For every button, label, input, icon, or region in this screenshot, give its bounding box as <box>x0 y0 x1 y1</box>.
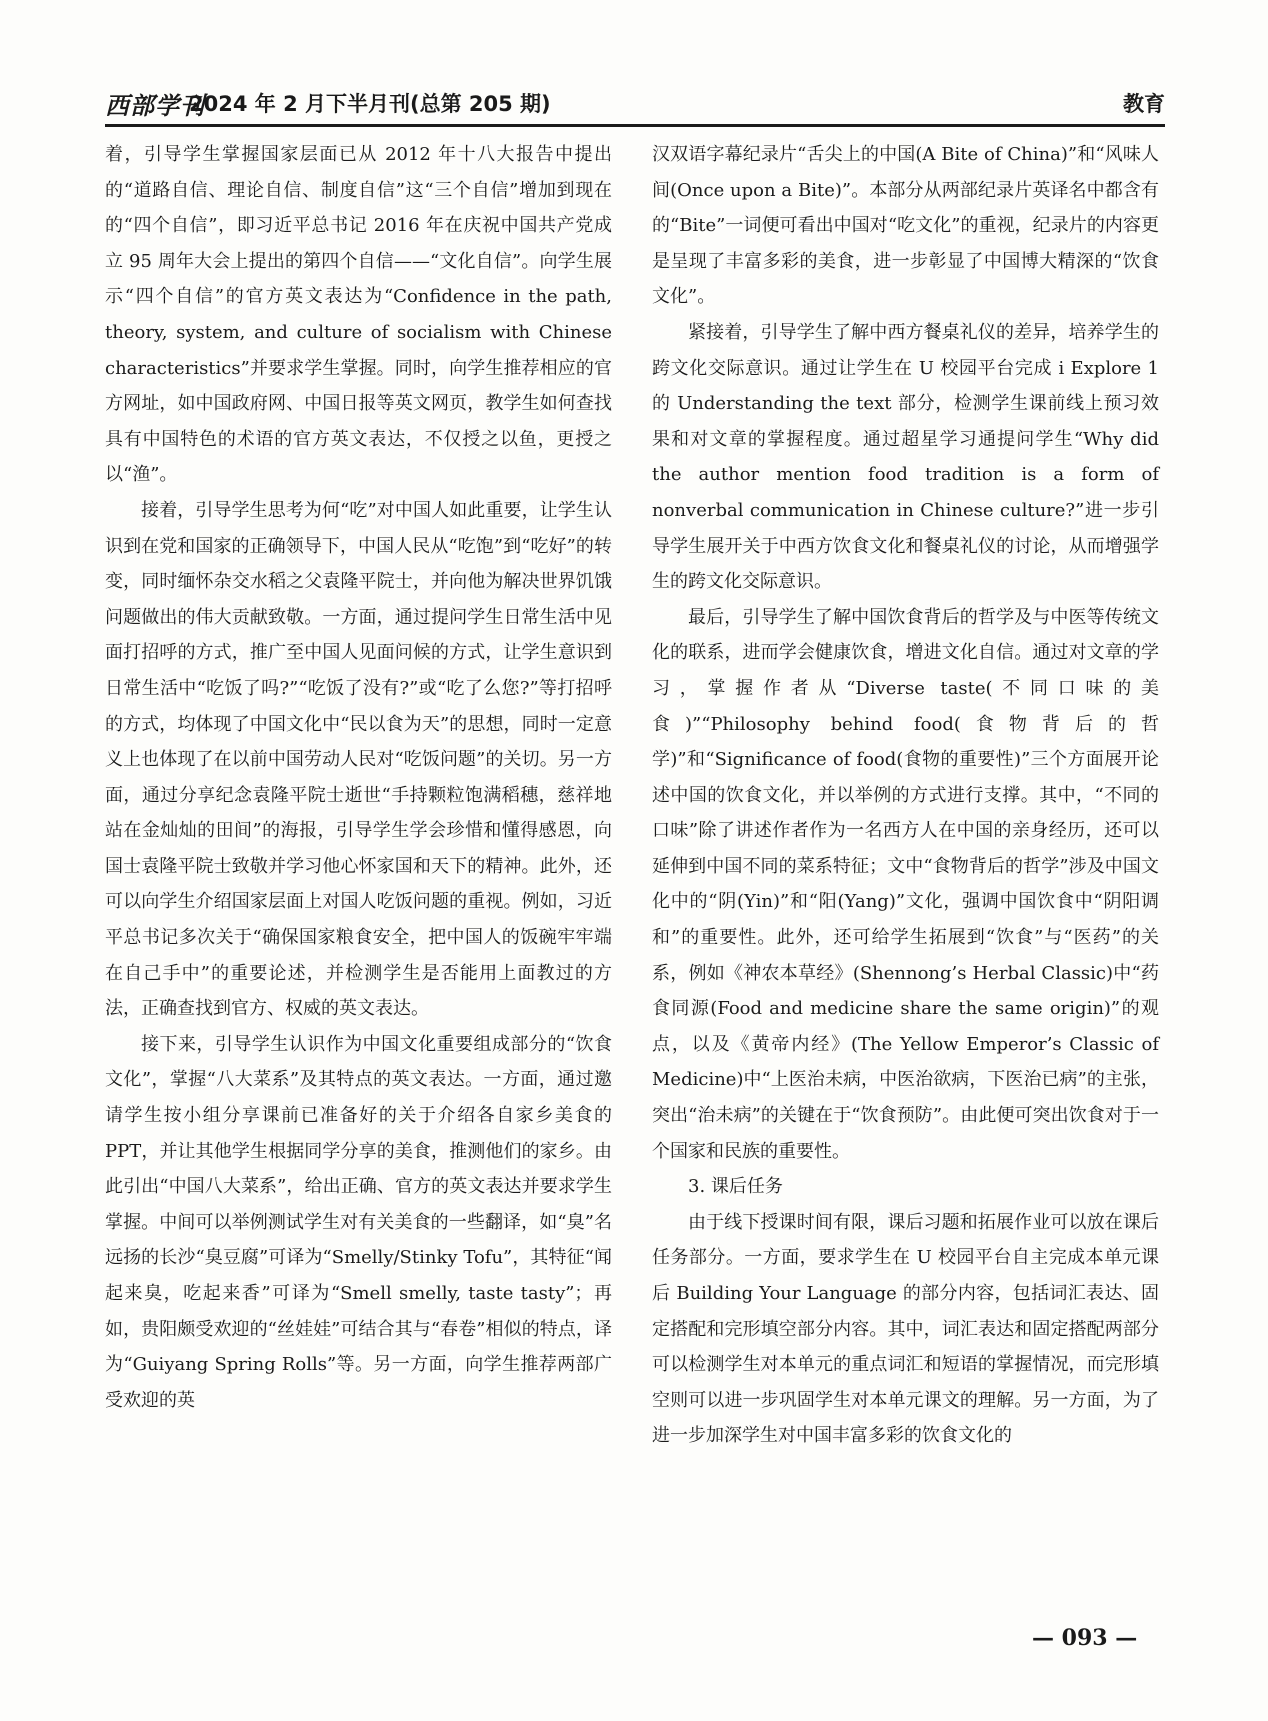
paragraph: 接下来，引导学生认识作为中国文化重要组成部分的“饮食文化”，掌握“八大菜系”及其特点的英文表达。一方面，通过邀请学生按小组分享课前已准备好的关于介绍各自家乡美食的 PPT，并让其他学生根据同学分享的美食，推测他们的家乡。由此引出“中国八大菜系”，给出正确、官方的英文表达并要求学生掌握。中间可以举例测试学生对有关美食的一些翻译，如“臭”名远扬的长沙“臭豆腐”可译为“Smelly/Stinky Tofu”，其特征“闻起来臭，吃起来香”可译为“Smell smelly, taste tasty”；再如，贵阳颇受欢迎的“丝娃娃”可结合其与“春卷”相似的特点，译为“Guiyang Spring Rolls”等。另一方面，向学生推荐两部广受欢迎的英 <box>105 1033 612 1411</box>
section-label: 教育 <box>1123 92 1165 116</box>
journal-logo: 西部学刊 <box>105 91 205 120</box>
right-column <box>652 137 1159 1454</box>
paragraph: 汉双语字幕纪录片“舌尖上的中国(A Bite of China)”和“风味人间(Once upon a Bite)”。本部分从两部纪录片英译名中都含有的“Bite”一词便可看出中国对“吃文化”的重视，纪录片的内容更是呈现了丰富多彩的美食，进一步彰显了中国博大精深的“饮食文化”。 <box>652 144 1159 308</box>
paragraph: 由于线下授课时间有限，课后习题和拓展作业可以放在课后任务部分。一方面，要求学生在 U 校园平台自主完成本单元课后 Building Your Language 的部分内容，包括词汇表达、固定搭配和完形填空部分内容。其中，词汇表达和固定搭配两部分可以检测学生对本单元的重点词汇和短语的掌握情况，而完形填空则可以进一步巩固学生对本单元课文的理解。另一方面，为了进一步加深学生对中国丰富多彩的饮食文化的 <box>652 1211 1159 1447</box>
header-rule <box>105 124 1165 127</box>
page-number: — 093 — <box>1032 1625 1138 1651</box>
page-header <box>105 86 1165 120</box>
paragraph: 紧接着，引导学生了解中西方餐桌礼仪的差异，培养学生的跨文化交际意识。通过让学生在 U 校园平台完成 i Explore 1 的 Understanding the text 部分，检测学生课前线上预习效果和对文章的掌握程度。通过超星学习通提问学生“Why did the author mention food tradition is a form of nonverbal communication in Chinese culture?”进一步引导学生展开关于中西方饮食文化和餐桌礼仪的讨论，从而增强学生的跨文化交际意识。 <box>652 321 1159 593</box>
paragraph: 最后，引导学生了解中国饮食背后的哲学及与中医等传统文化的联系，进而学会健康饮食，增进文化自信。通过对文章的学习，掌握作者从“Diverse taste(不同口味的美食)”“Philosophy behind food(食物背后的哲学)”和“Significance of food(食物的重要性)”三个方面展开论述中国的饮食文化，并以举例的方式进行支撑。其中，“不同的口味”除了讲述作者作为一名西方人在中国的亲身经历，还可以延伸到中国不同的菜系特征；文中“食物背后的哲学”涉及中国文化中的“阴(Yin)”和“阳(Yang)”文化，强调中国饮食中“阴阳调和”的重要性。此外，还可给学生拓展到“饮食”与“医药”的关系，例如《神农本草经》(Shennong’s Herbal Classic)中“药食同源(Food and medicine share the same origin)”的观点，以及《黄帝内经》(The Yellow Emperor’s Classic of Medicine)中“上医治未病，中医治欲病，下医治已病”的主张，突出“治未病”的关键在于“饮食预防”。由此便可突出饮食对于一个国家和民族的重要性。 <box>652 606 1159 1162</box>
left-column <box>105 137 612 1418</box>
paragraph: 着，引导学生掌握国家层面已从 2012 年十八大报告中提出的“道路自信、理论自信、制度自信”这“三个自信”增加到现在的“四个自信”，即习近平总书记 2016 年在庆祝中国共产党成立 95 周年大会上提出的第四个自信——“文化自信”。向学生展示“四个自信”的官方英文表达为“Confidence in the path, theory, system, and culture of socialism with Chinese characteristics”并要求学生掌握。同时，向学生推荐相应的官方网址，如中国政府网、中国日报等英文网页，教学生如何查找具有中国特色的术语的官方英文表达，不仅授之以鱼，更授之以“渔”。 <box>105 144 612 486</box>
paragraph: 接着，引导学生思考为何“吃”对中国人如此重要，让学生认识到在党和国家的正确领导下，中国人民从“吃饱”到“吃好”的转变，同时缅怀杂交水稻之父袁隆平院士，并向他为解决世界饥饿问题做出的伟大贡献致敬。一方面，通过提问学生日常生活中见面打招呼的方式，推广至中国人见面问候的方式，让学生意识到日常生活中“吃饭了吗?”“吃饭了没有?”或“吃了么您?”等打招呼的方式，均体现了中国文化中“民以食为天”的思想，同时一定意义上也体现了在以前中国劳动人民对“吃饭问题”的关切。另一方面，通过分享纪念袁隆平院士逝世“手持颗粒饱满稻穗，慈祥地站在金灿灿的田间”的海报，引导学生学会珍惜和懂得感恩，向国士袁隆平院士致敬并学习他心怀家国和天下的精神。此外，还可以向学生介绍国家层面上对国人吃饭问题的重视。例如，习近平总书记多次关于“确保国家粮食安全，把中国人的饭碗牢牢端在自己手中”的重要论述，并检测学生是否能用上面教过的方法，正确查找到官方、权威的英文表达。 <box>105 499 612 1020</box>
issue-info: 2024 年 2 月下半月刊(总第 205 期) <box>189 92 551 116</box>
section-heading: 3. 课后任务 <box>688 1176 783 1198</box>
